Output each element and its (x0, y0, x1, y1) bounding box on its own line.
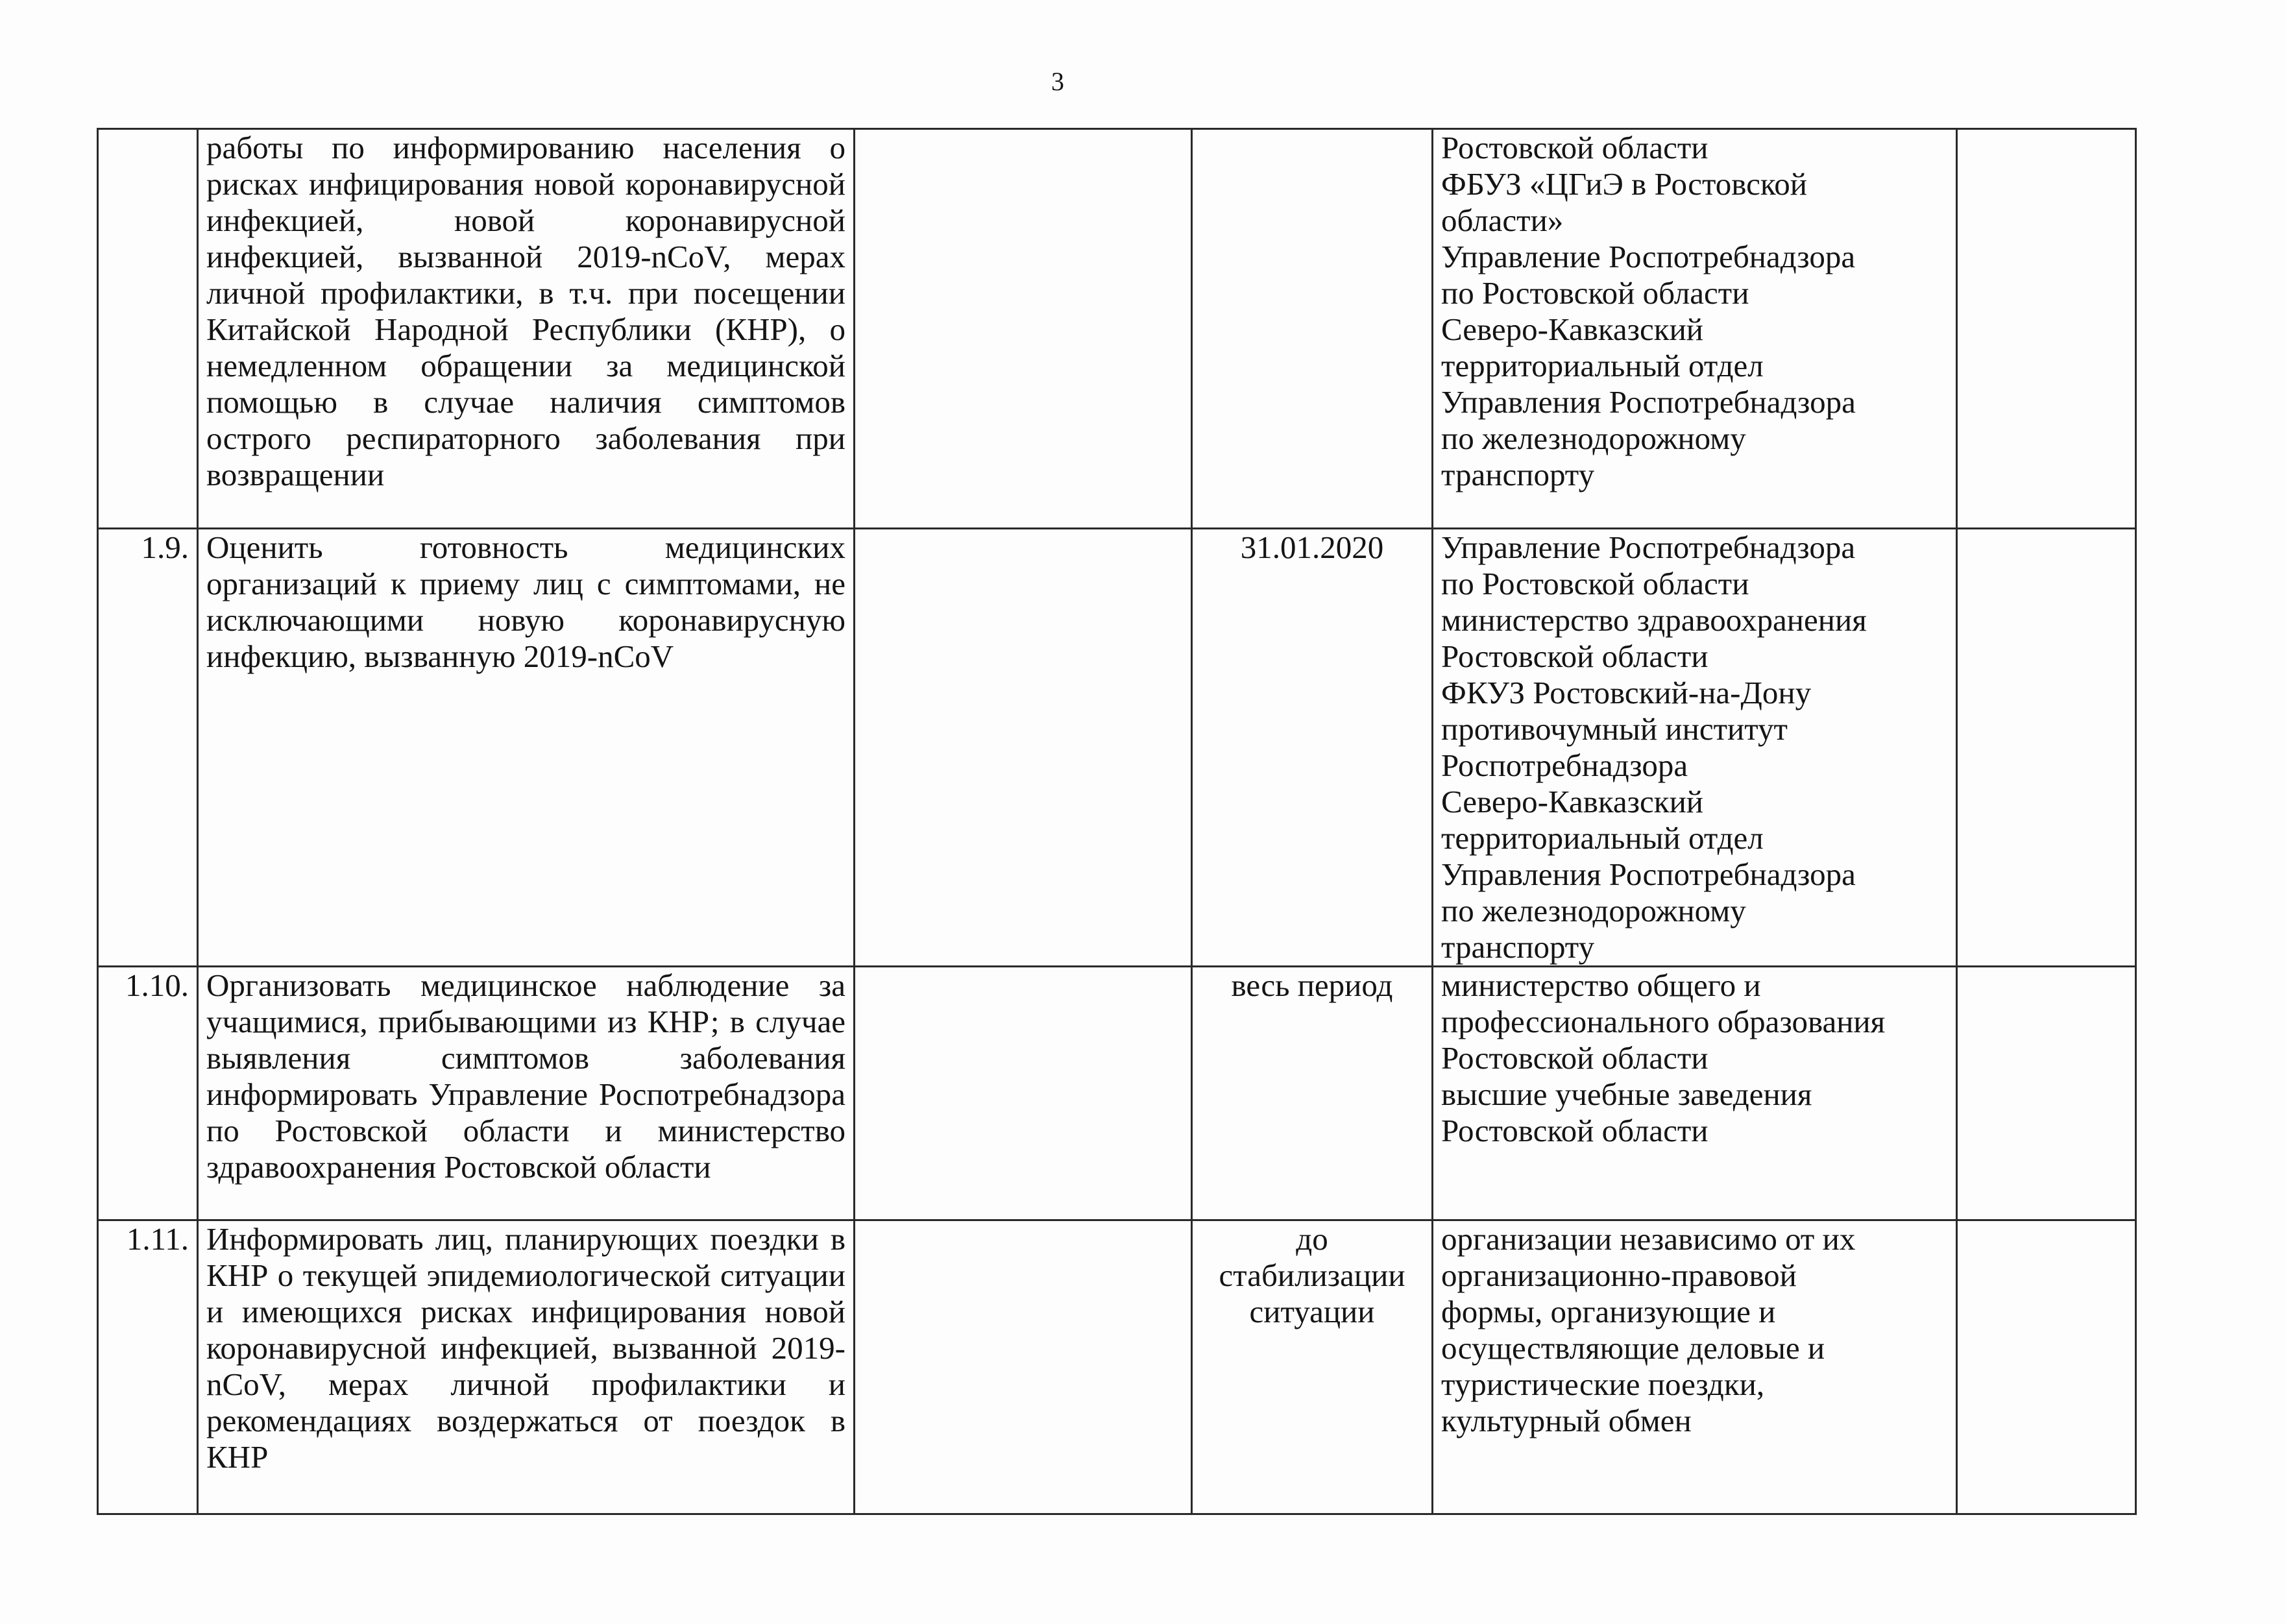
responsible-line: по железнодорожному (1441, 420, 1746, 456)
responsible-line: Ростовской области (1441, 638, 1708, 674)
empty-cell (855, 967, 1192, 1220)
table-row (98, 529, 2136, 967)
responsible-line: территориальный отдел (1441, 348, 1764, 383)
activity-text: Оценить готовность медицинских организаций к приему лиц с симптомами, не исключающими новую коронавирусную инфекцию, вызванную 2019-nCoV (198, 529, 855, 967)
responsible-line: профессионального образования (1441, 1004, 1886, 1039)
responsible-line: формы, организующие и (1441, 1294, 1776, 1329)
responsible-line: туристические поездки, (1441, 1366, 1765, 1402)
table-row (98, 1220, 2136, 1514)
responsible-line: Управления Роспотребнадзора (1441, 856, 1856, 892)
responsible-line: ФКУЗ Ростовский-на-Дону (1441, 675, 1812, 710)
responsible-line: министерство общего и (1441, 967, 1761, 1003)
responsible-list (1433, 1220, 1957, 1514)
empty-cell (1957, 529, 2136, 967)
responsible-line: по железнодорожному (1441, 893, 1746, 928)
responsible-line: Управления Роспотребнадзора (1441, 384, 1856, 420)
responsible-line: культурный обмен (1441, 1403, 1692, 1438)
responsible-line: ФБУЗ «ЦГиЭ в Ростовской (1441, 166, 1807, 202)
empty-cell (855, 1220, 1192, 1514)
responsible-line: по Ростовской области (1441, 566, 1749, 601)
responsible-line: Ростовской области (1441, 1113, 1708, 1148)
deadline-text: до стабилизации ситуации (1192, 1220, 1433, 1514)
responsible-line: организации независимо от их (1441, 1221, 1856, 1257)
responsible-line: Ростовской области (1441, 130, 1708, 165)
empty-cell (1957, 129, 2136, 529)
responsible-line: территориальный отдел (1441, 820, 1764, 856)
responsible-line: высшие учебные заведения (1441, 1076, 1812, 1112)
empty-cell (855, 129, 1192, 529)
measures-table (97, 128, 2137, 1515)
item-number: 1.9. (98, 529, 198, 967)
item-number: 1.11. (98, 1220, 198, 1514)
responsible-line: транспорту (1441, 929, 1595, 965)
responsible-line: Роспотребнадзора (1441, 747, 1688, 783)
responsible-line: Управление Роспотребнадзора (1441, 529, 1856, 565)
table-row (98, 129, 2136, 529)
responsible-line: противочумный институт (1441, 711, 1788, 747)
item-number (98, 129, 198, 529)
responsible-line: Северо-Кавказский (1441, 784, 1704, 819)
deadline-text: 31.01.2020 (1192, 529, 1433, 967)
empty-cell (855, 529, 1192, 967)
deadline-text: весь период (1192, 967, 1433, 1220)
responsible-line: осуществляющие деловые и (1441, 1330, 1825, 1366)
responsible-list (1433, 129, 1957, 529)
empty-cell (1957, 1220, 2136, 1514)
activity-text: Информировать лиц, планирующих поездки в КНР о текущей эпидемиологической ситуации и имеющихся рисках инфицирования новой коронавирусной инфекцией, вызванной 2019-nCoV, мерах личной профилактики и рекомендациях воздержаться от поездок в КНР (198, 1220, 855, 1514)
responsible-line: области» (1441, 202, 1564, 238)
table-row (98, 967, 2136, 1220)
responsible-line: транспорту (1441, 457, 1595, 492)
responsible-line: Северо-Кавказский (1441, 311, 1704, 347)
responsible-line: по Ростовской области (1441, 275, 1749, 311)
responsible-line: организационно-правовой (1441, 1257, 1797, 1293)
item-number: 1.10. (98, 967, 198, 1220)
responsible-line: министерство здравоохранения (1441, 602, 1867, 638)
deadline-text (1192, 129, 1433, 529)
responsible-line: Управление Роспотребнадзора (1441, 239, 1856, 274)
empty-cell (1957, 967, 2136, 1220)
responsible-list (1433, 967, 1957, 1220)
activity-text: Организовать медицинское наблюдение за учащимися, прибывающими из КНР; в случае выявления симптомов заболевания информировать Управление Роспотребнадзора по Ростовской области и министерство здравоохранения Ростовской области (198, 967, 855, 1220)
activity-text: работы по информированию населения о рисках инфицирования новой коронавирусной инфекцией, новой коронавирусной инфекцией, вызванной 2019-nCoV, мерах личной профилактики, в т.ч. при посещении Китайской Народной Республики (КНР), о немедленном обращении за медицинской помощью в случае наличия симптомов острого респираторного заболевания при возвращении (198, 129, 855, 529)
responsible-line: Ростовской области (1441, 1040, 1708, 1076)
page-number: 3 (1051, 67, 1064, 96)
responsible-list (1433, 529, 1957, 967)
